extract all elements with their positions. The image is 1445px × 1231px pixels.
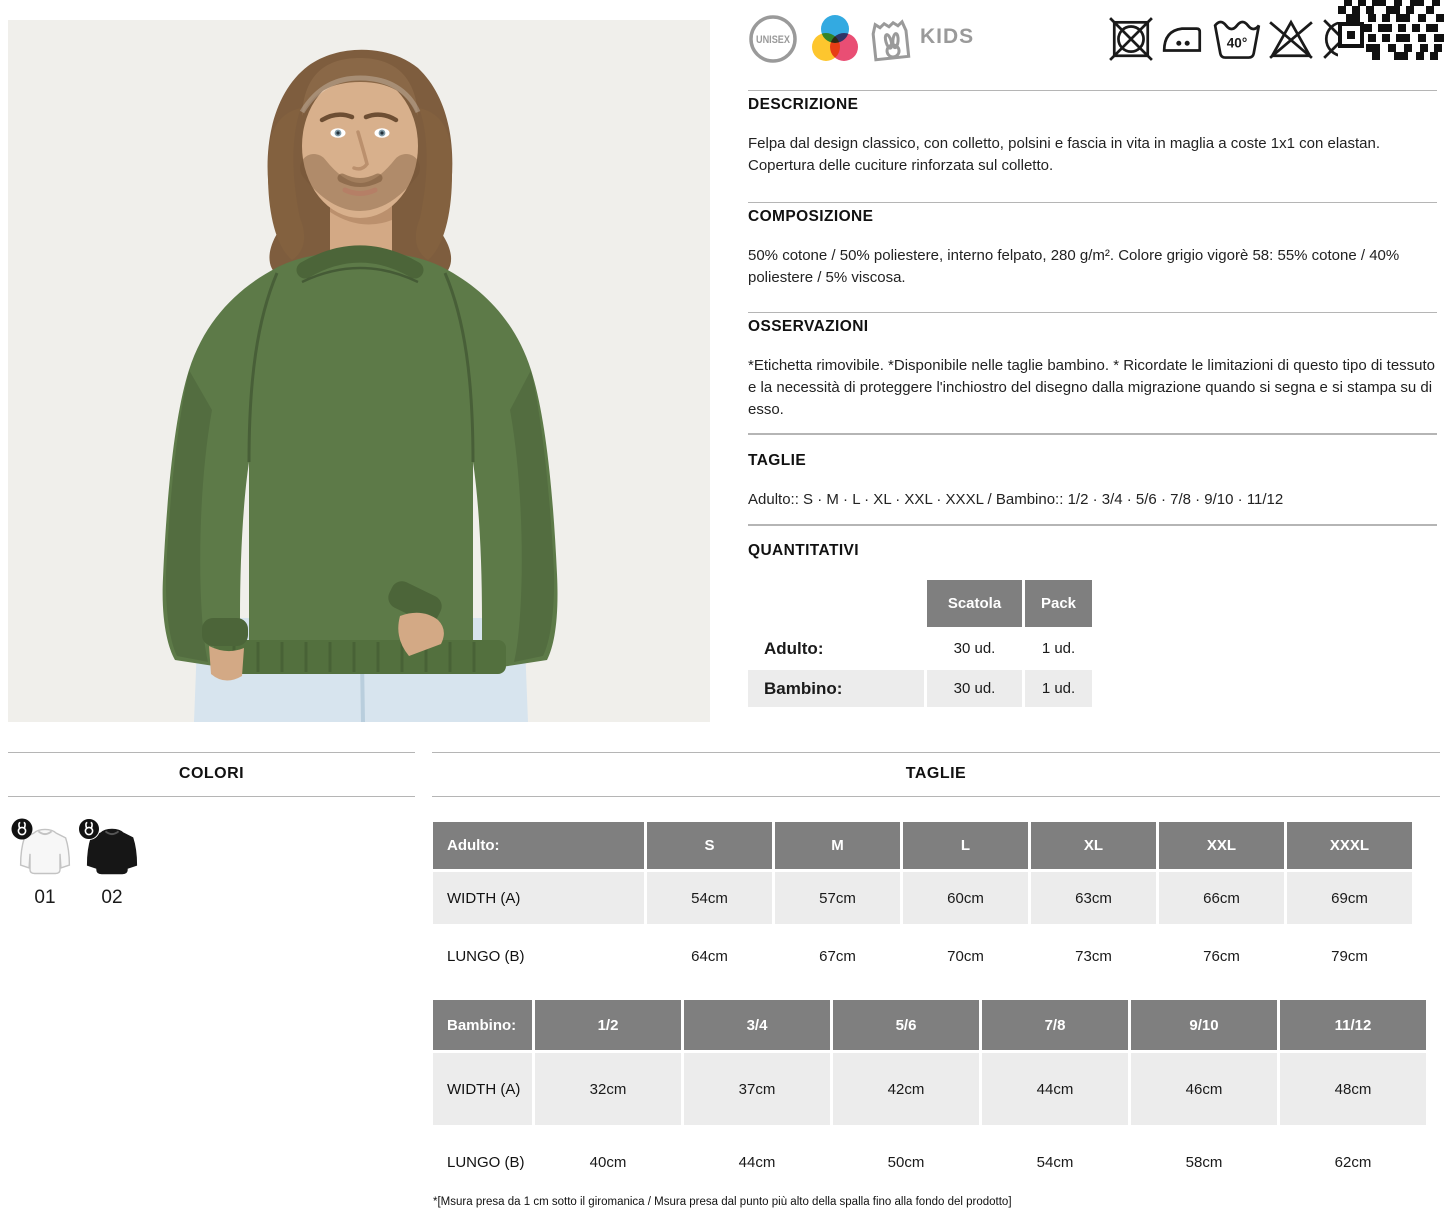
divider xyxy=(8,752,415,753)
divider xyxy=(432,752,1440,753)
divider xyxy=(748,524,1437,526)
section-title-quantitativi: QUANTITATIVI xyxy=(748,542,859,559)
section-body-osservazioni: *Etichetta rimovibile. *Disponibile nelle taglie bambino. * Ricordate le limitazioni di questo tipo di tessuto e la necessità di proteggere l'inchiostro del disegno dalla migrazione quando si segna e si stampa su di esso. xyxy=(748,357,1436,418)
product-photo xyxy=(8,20,710,722)
measure-cell: 57cm xyxy=(775,872,900,924)
measure-cell: 64cm xyxy=(691,947,728,965)
section-title-osservazioni: OSSERVAZIONI xyxy=(748,318,869,335)
wash-40-degrees-icon xyxy=(1212,14,1262,62)
qty-row-label-adulto: Adulto: xyxy=(764,638,824,658)
measure-cell: 69cm xyxy=(1287,872,1412,924)
size-header-cell: 5/6 xyxy=(833,1000,979,1050)
empty-corner-cell xyxy=(748,580,924,627)
section-title-descrizione: DESCRIZIONE xyxy=(748,96,859,113)
model-photo-illustration xyxy=(8,20,710,722)
qty-value: 30 ud. xyxy=(953,640,996,657)
measurement-footnote: *[Msura presa da 1 cm sotto il giromanica / Msura presa dal punto più alto della spalla fino alla fondo del prodotto] xyxy=(433,1196,1012,1208)
row-label-width: WIDTH (A) xyxy=(433,1053,532,1125)
measure-cell: 48cm xyxy=(1280,1053,1426,1125)
kids-rabbit-badge-icon xyxy=(78,818,100,840)
size-header-cell: 3/4 xyxy=(684,1000,830,1050)
measure-cell: 62cm xyxy=(1334,1153,1372,1171)
attributes-icon-row xyxy=(748,8,1437,68)
measure-cell: 54cm xyxy=(1036,1153,1074,1171)
measure-cell: 76cm xyxy=(1203,947,1240,965)
qr-code xyxy=(1338,0,1444,60)
section-body-taglie: Adulto:: S · M · L · XL · XXL · XXXL / Bambino:: 1/2 · 3/4 · 5/6 · 7/8 · 9/10 · 11/12 xyxy=(748,491,1284,508)
qty-col-header-pack: Pack xyxy=(1025,580,1092,627)
measure-cell: 32cm xyxy=(535,1053,681,1125)
kids-tag-icon xyxy=(866,14,918,66)
swatch-number: 02 xyxy=(101,887,123,908)
size-header-cell: 9/10 xyxy=(1131,1000,1277,1050)
measure-cell: 70cm xyxy=(947,947,984,965)
sweatshirt xyxy=(163,252,558,670)
color-swatch-01[interactable] xyxy=(15,822,75,909)
divider xyxy=(432,796,1440,797)
kids-rabbit-badge-icon xyxy=(11,818,33,840)
measure-cell: 44cm xyxy=(982,1053,1128,1125)
size-header-cell: XL xyxy=(1031,822,1156,869)
measure-cell: 60cm xyxy=(903,872,1028,924)
measure-cell: 44cm xyxy=(738,1153,776,1171)
swatch-number: 01 xyxy=(34,887,56,908)
divider xyxy=(748,90,1437,91)
section-body-descrizione: Felpa dal design classico, con colletto, polsini e fascia in vita in maglia a coste 1x1 con elastan. Copertura delle cuciture rinforzata sul colletto. xyxy=(748,135,1381,174)
child-size-table xyxy=(433,1000,1426,1196)
measure-cell: 58cm xyxy=(1185,1153,1223,1171)
size-header-cell: S xyxy=(647,822,772,869)
divider xyxy=(748,433,1437,435)
row-label-length: LUNGO (B) xyxy=(447,1153,525,1171)
section-body-composizione: 50% cotone / 50% poliestere, interno felpato, 280 g/m². Colore grigio vigorè 58: 55% cotone / 40% poliestere / 5% viscosa. xyxy=(748,247,1400,286)
qty-row-label-bambino: Bambino: xyxy=(748,670,924,707)
qty-col-header-scatola: Scatola xyxy=(927,580,1022,627)
measure-cell: 63cm xyxy=(1031,872,1156,924)
row-label-width: WIDTH (A) xyxy=(433,872,644,924)
measure-cell: 54cm xyxy=(647,872,772,924)
sizes-section-title: TAGLIE xyxy=(905,765,967,782)
adult-table-label: Adulto: xyxy=(433,822,644,869)
measure-cell: 42cm xyxy=(833,1053,979,1125)
divider xyxy=(8,796,415,797)
do-not-tumble-dry-icon xyxy=(1108,14,1154,62)
size-header-cell: XXXL xyxy=(1287,822,1412,869)
unisex-badge-icon xyxy=(748,14,798,64)
section-title-taglie: TAGLIE xyxy=(748,452,807,469)
color-swatch-02[interactable] xyxy=(82,822,142,909)
size-header-cell: 1/2 xyxy=(535,1000,681,1050)
size-header-cell: M xyxy=(775,822,900,869)
measure-cell: 50cm xyxy=(887,1153,925,1171)
divider xyxy=(748,202,1437,203)
child-table-label: Bambino: xyxy=(433,1000,532,1050)
colors-section-title: COLORI xyxy=(178,765,245,782)
svg-text:40°: 40° xyxy=(1226,35,1248,51)
measure-cell: 46cm xyxy=(1131,1053,1277,1125)
qty-value: 1 ud. xyxy=(1025,670,1092,707)
kids-label: KIDS xyxy=(920,25,975,48)
qty-value: 30 ud. xyxy=(927,670,1022,707)
measure-cell: 66cm xyxy=(1159,872,1284,924)
iron-medium-heat-icon xyxy=(1160,14,1206,62)
svg-text:UNISEX: UNISEX xyxy=(756,34,791,46)
adult-size-table xyxy=(433,822,1412,985)
size-header-cell: L xyxy=(903,822,1028,869)
measure-cell: 73cm xyxy=(1075,947,1112,965)
quantity-table xyxy=(748,580,1092,707)
measure-cell: 79cm xyxy=(1331,947,1368,965)
do-not-bleach-icon xyxy=(1268,14,1314,62)
qty-value: 1 ud. xyxy=(1041,640,1076,657)
measure-cell: 67cm xyxy=(819,947,856,965)
measure-cell: 37cm xyxy=(684,1053,830,1125)
full-color-print-icon xyxy=(806,12,864,68)
section-title-composizione: COMPOSIZIONE xyxy=(748,208,874,225)
size-header-cell: 7/8 xyxy=(982,1000,1128,1050)
divider xyxy=(748,312,1437,313)
row-label-length: LUNGO (B) xyxy=(447,947,525,965)
size-header-cell: XXL xyxy=(1159,822,1284,869)
measure-cell: 40cm xyxy=(589,1153,627,1171)
size-header-cell: 11/12 xyxy=(1280,1000,1426,1050)
care-symbols xyxy=(1108,14,1366,62)
